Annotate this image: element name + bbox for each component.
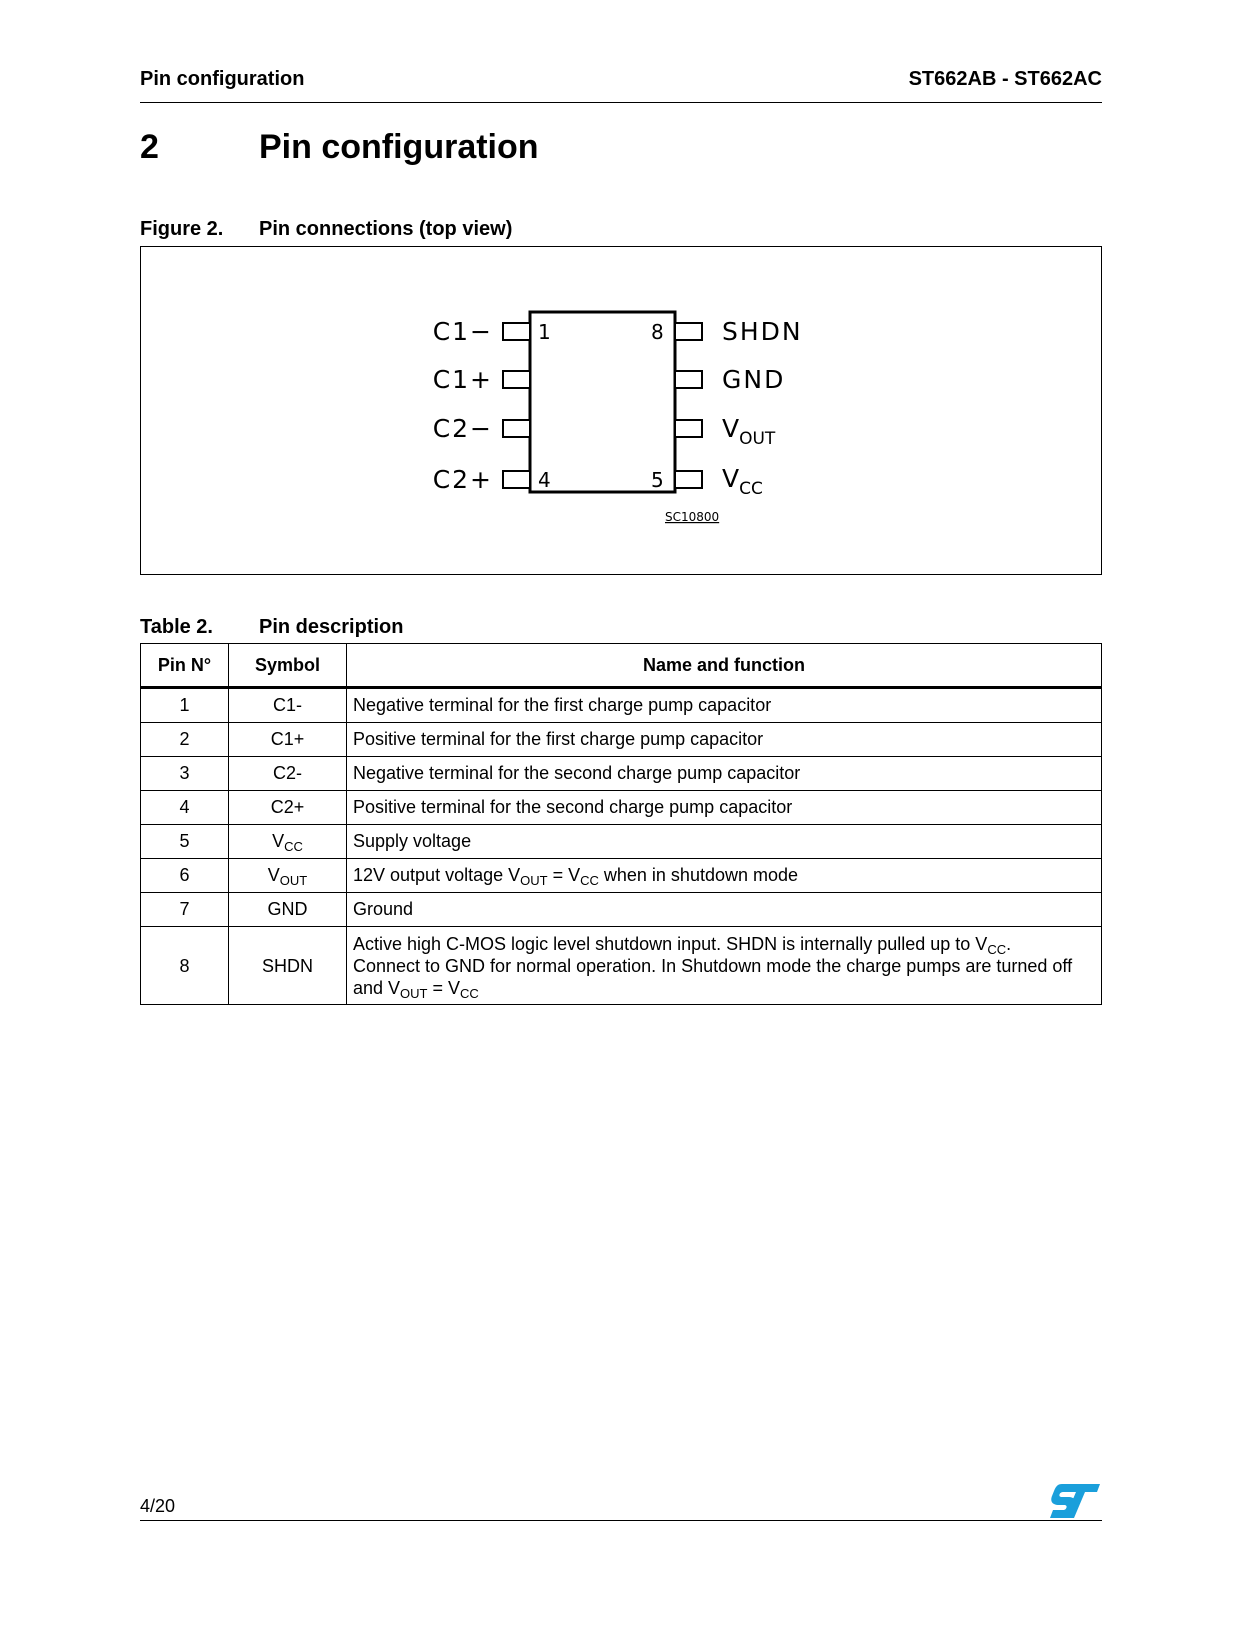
footer-rule (140, 1520, 1102, 1521)
table-row (141, 893, 1102, 927)
figure-label: Figure 2. (140, 218, 224, 240)
pin-label-vout: $V_{OUT}$ (722, 414, 776, 449)
function-cell: Negative terminal for the first charge pump capacitor (347, 688, 1102, 723)
pin-label-c1-plus: C1+ (432, 365, 493, 394)
symbol-cell: GND (229, 893, 347, 927)
table-header-row (141, 644, 1102, 688)
pin-label-vcc: $V_{CC}$ (722, 464, 763, 499)
symbol-cell: C2- (229, 757, 347, 791)
pin-cell: 7 (141, 893, 229, 927)
pin-label-gnd: GND (722, 365, 786, 394)
function-cell: Positive terminal for the first charge pump capacitor (347, 723, 1102, 757)
symbol-cell: $V_{OUT}$ (229, 859, 347, 893)
pin-cell: 2 (141, 723, 229, 757)
page-number: 4/20 (140, 1496, 176, 1516)
symbol-cell: $V_{CC}$ (229, 825, 347, 859)
pin-stub-7 (675, 371, 702, 388)
pin-cell: 6 (141, 859, 229, 893)
symbol-cell: SHDN (229, 927, 347, 1005)
function-cell: Negative terminal for the second charge pump capacitor (347, 757, 1102, 791)
symbol-cell: C1+ (229, 723, 347, 757)
pin-label-c1-minus: C1− (432, 317, 493, 346)
pin-stub-5 (675, 471, 702, 488)
pin-diagram-figure (140, 246, 1102, 575)
pin-cell: 8 (141, 927, 229, 1005)
running-header-section: Pin configuration (140, 68, 305, 90)
function-cell: Active high C-MOS logic level shutdown input. SHDN is internally pulled up to $V_{CC}$. Connect to GND for normal operation. In Shutdown mode the charge pumps are turned off and $V_{OUT} = V_{CC}$ (347, 927, 1102, 1005)
function-cell: Ground (347, 893, 1102, 927)
pin-label-c2-minus: C2− (432, 414, 493, 443)
table-row (141, 723, 1102, 757)
header-rule (140, 102, 1102, 103)
function-cell: 12V output voltage $V_{OUT} = V_{CC}$ when in shutdown mode (347, 859, 1102, 893)
header-name-function: Name and function (347, 644, 1102, 688)
table-label: Table 2. (140, 616, 213, 638)
pin-cell: 4 (141, 791, 229, 825)
table-row (141, 825, 1102, 859)
table-row (141, 757, 1102, 791)
function-cell: Positive terminal for the second charge pump capacitor (347, 791, 1102, 825)
pin-cell: 5 (141, 825, 229, 859)
pin-number-bottom-right: 5 (651, 468, 664, 492)
pin-stub-3 (503, 420, 530, 437)
table-row (141, 791, 1102, 825)
figure-code: SC10800 (665, 510, 720, 524)
section-number: 2 (140, 128, 159, 166)
table-row (141, 859, 1102, 893)
pin-label-c2-plus: C2+ (432, 465, 493, 494)
pin-diagram (141, 247, 1101, 574)
pin-stub-1 (503, 323, 530, 340)
symbol-cell: C2+ (229, 791, 347, 825)
pin-stub-6 (675, 420, 702, 437)
table-title: Pin description (259, 616, 404, 638)
header-pin-number: Pin N° (141, 644, 229, 688)
table-row (141, 927, 1102, 1005)
pin-cell: 3 (141, 757, 229, 791)
function-cell: Supply voltage (347, 825, 1102, 859)
pin-label-shdn: SHDN (722, 317, 803, 346)
table-row (141, 688, 1102, 723)
pin-description-table (140, 643, 1102, 1005)
pin-stub-2 (503, 371, 530, 388)
running-header-product: ST662AB - ST662AC (908, 68, 1102, 90)
figure-title: Pin connections (top view) (259, 218, 513, 240)
pin-stub-8 (675, 323, 702, 340)
pin-cell: 1 (141, 688, 229, 723)
section-title: Pin configuration (259, 128, 539, 166)
symbol-cell: C1- (229, 688, 347, 723)
st-logo-icon (1050, 1484, 1100, 1518)
pin-number-top-left: 1 (538, 320, 551, 344)
pin-number-top-right: 8 (651, 320, 664, 344)
pin-stub-4 (503, 471, 530, 488)
header-symbol: Symbol (229, 644, 347, 688)
pin-number-bottom-left: 4 (538, 468, 551, 492)
